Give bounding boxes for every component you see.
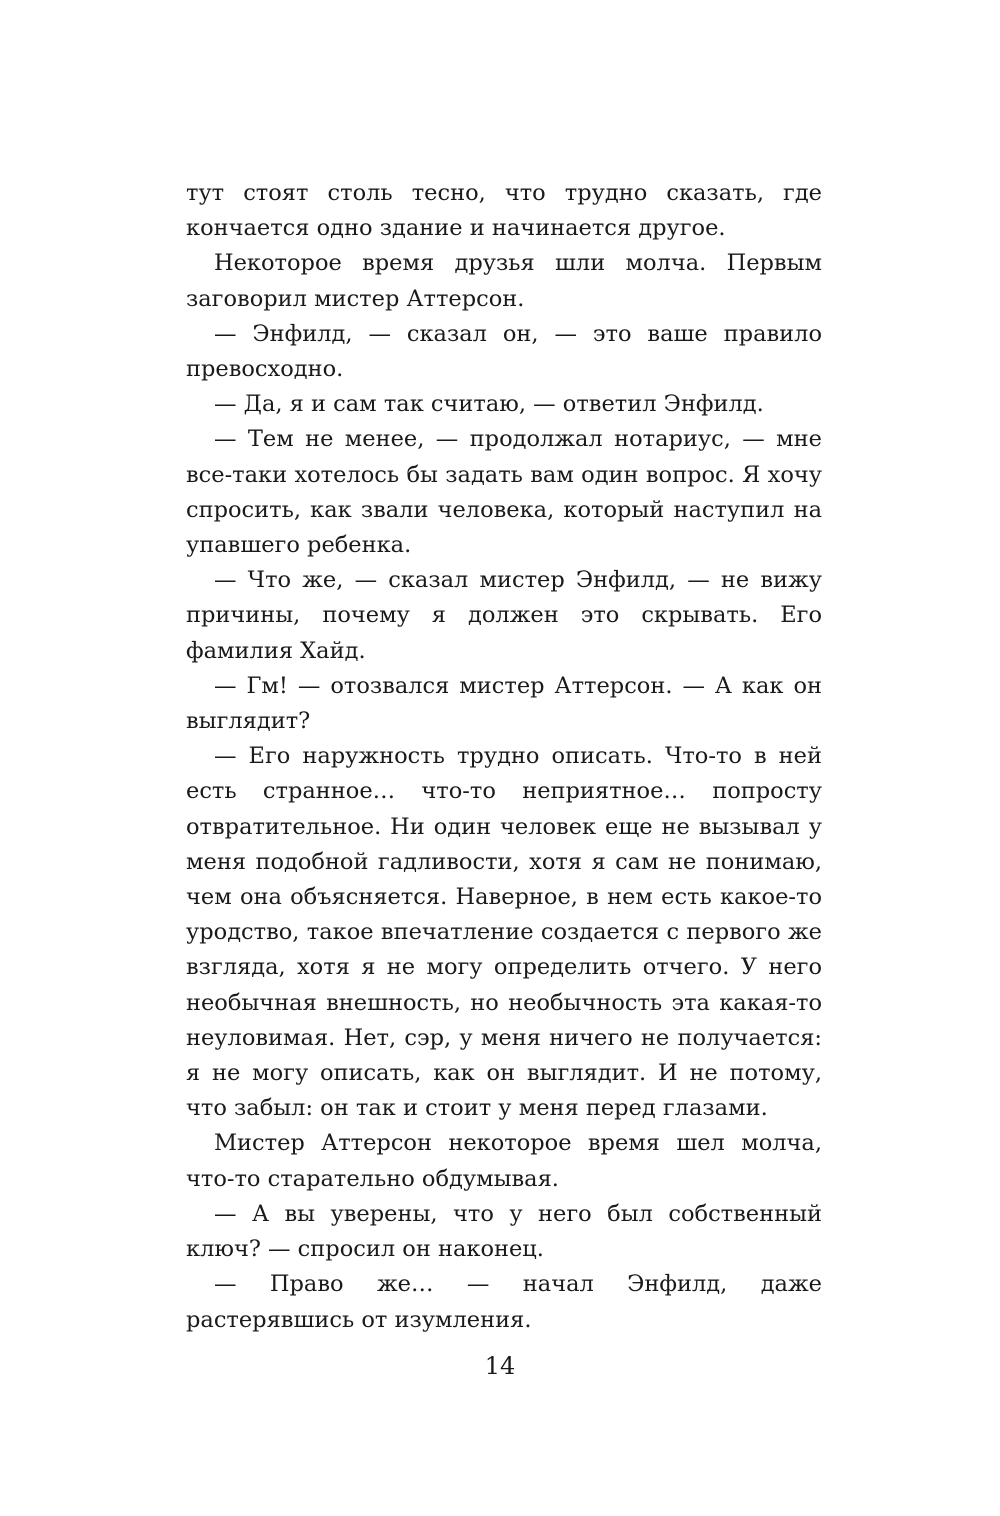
paragraph-10: — А вы уверены, что у него был собственный ключ? — спросил он наконец. (186, 1200, 822, 1263)
paragraph-1: тут стоят столь тесно, что трудно сказать, где кончается одно здание и начинается другое. (186, 180, 822, 242)
paragraph-11: — Право же… — начал Энфилд, даже растерявшись от изумления. (186, 1271, 822, 1333)
paragraph-2: Некоторое время друзья шли молча. Первым заговорил мистер Аттерсон. (186, 250, 822, 312)
paragraph-6: — Что же, — сказал мистер Энфилд, — не вижу причины, почему я должен это скрывать. Его фамилия Хайд. (186, 567, 822, 664)
paragraph-3: — Энфилд, — сказал он, — это ваше правило превосходно. (186, 320, 822, 383)
paragraph-8: — Его наружность трудно описать. Что-то в ней есть странное… что-то неприятное… попросту отвратительное. Ни один человек еще не вызывал у меня подобной гадливости, хотя я сам не понимаю, чем она объясняется. Наверное, в нем есть какое-то уродство, такое впечатление создается с первого же взгляда, хотя я не могу определить отчего. У него необычная внешность, но необычность эта какая-то неуловимая. Нет, сэр, у меня ничего не получается: я не могу описать, как он выглядит. И не потому, что забыл: он так и стоит у меня перед глазами. (186, 743, 822, 1122)
body-text (186, 176, 822, 1338)
paragraph-9: Мистер Аттерсон некоторое время шел молча, что-то старательно обдумывая. (186, 1130, 822, 1192)
paragraph-7: — Гм! — отозвался мистер Аттерсон. — А как он выглядит? (186, 672, 822, 735)
page-number: 14 (484, 1352, 516, 1380)
paragraph-5: — Тем не менее, — продолжал нотариус, — мне все-таки хотелось бы задать вам один вопрос. Я хочу спросить, как звали человека, который наступил на упавшего ребенка. (186, 426, 822, 559)
paragraph-4: — Да, я и сам так считаю, — ответил Энфилд. (214, 391, 764, 418)
